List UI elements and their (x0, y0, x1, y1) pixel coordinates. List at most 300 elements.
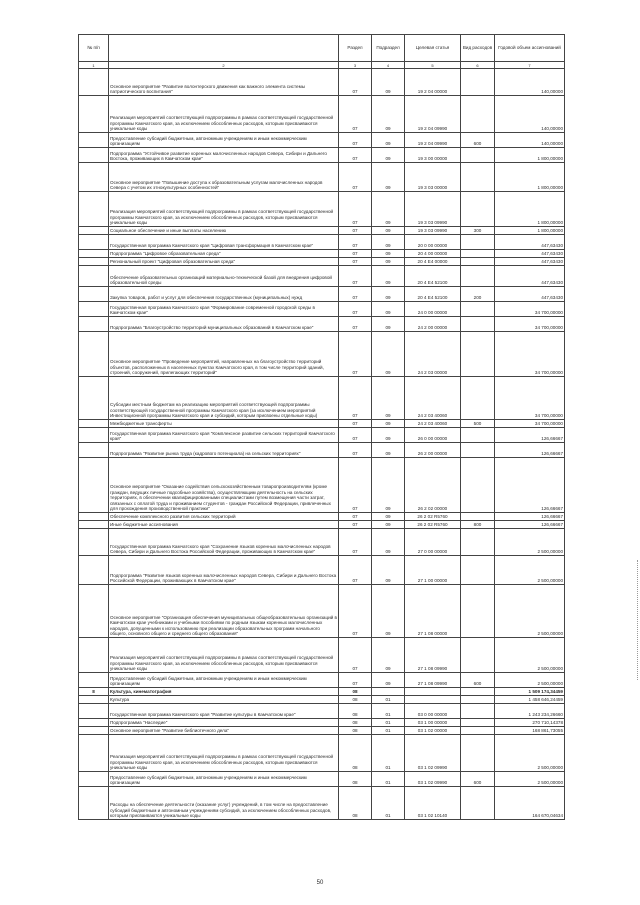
column-index: 1 (79, 62, 109, 69)
cell-razdel: 07 (339, 332, 372, 377)
table-row (79, 529, 565, 556)
cell-podrazdel: 09 (372, 332, 405, 377)
page-number: 50 (316, 880, 324, 886)
cell-name: Государственная программа Камчатского края "Цифровая трансформация в Камчатском крае" (109, 235, 339, 250)
table-body (79, 69, 565, 820)
cell-name: Основное мероприятие "Развитие библиотечного дела" (109, 727, 339, 735)
cell-target-article: 24 2 03 00000 (405, 332, 461, 377)
cell-target-article: 03 1 02 00000 (405, 727, 461, 735)
cell-num (79, 258, 109, 266)
cell-expense-type (461, 266, 495, 287)
cell-name: Подпрограмма "Наследие" (109, 719, 339, 727)
cell-target-article: 03 0 00 00000 (405, 704, 461, 719)
cell-amount: 34 700,00000 (495, 302, 565, 317)
cell-expense-type (461, 704, 495, 719)
cell-amount: 1 800,00000 (495, 227, 565, 235)
cell-razdel: 08 (339, 735, 372, 772)
budget-table (78, 34, 565, 820)
cell-expense-type (461, 443, 495, 458)
cell-expense-type (461, 377, 495, 420)
cell-num (79, 287, 109, 302)
cell-name: Государственная программа Камчатского края "Сохранение языков коренных малочисленных народов Севера, Сибири и Дальнего Востока Российской Федерации, проживающих в Камчатском крае" (109, 529, 339, 556)
cell-podrazdel: 01 (372, 787, 405, 820)
cell-podrazdel: 09 (372, 556, 405, 585)
cell-name: Социальное обеспечение и иные выплаты населению (109, 227, 339, 235)
cell-num (79, 719, 109, 727)
cell-podrazdel: 09 (372, 585, 405, 638)
cell-num (79, 638, 109, 673)
cell-num (79, 513, 109, 521)
header-amount: Годовой объем ассигнований (495, 35, 565, 62)
cell-num (79, 787, 109, 820)
cell-expense-type (461, 727, 495, 735)
cell-razdel: 08 (339, 688, 372, 696)
cell-amount: 1 800,00000 (495, 148, 565, 163)
table-row (79, 332, 565, 377)
cell-razdel: 07 (339, 513, 372, 521)
table-row (79, 163, 565, 192)
cell-name: Государственная программа Камчатского края "Развитие культуры в Камчатском крае" (109, 704, 339, 719)
cell-expense-type: 200 (461, 287, 495, 302)
cell-amount: 126,66667 (495, 428, 565, 443)
table-row (79, 148, 565, 163)
cell-razdel: 07 (339, 287, 372, 302)
table-row (79, 420, 565, 428)
cell-amount: 447,63430 (495, 258, 565, 266)
cell-name: Государственная программа Камчатского края "Комплексное развитие сельских территорий Камчатского края" (109, 428, 339, 443)
cell-podrazdel: 01 (372, 704, 405, 719)
table-row (79, 258, 565, 266)
cell-amount: 34 700,00000 (495, 420, 565, 428)
table-row (79, 673, 565, 688)
cell-razdel: 07 (339, 96, 372, 133)
cell-razdel: 07 (339, 377, 372, 420)
table-row (79, 585, 565, 638)
cell-amount: 2 500,00000 (495, 529, 565, 556)
cell-razdel: 07 (339, 428, 372, 443)
cell-name: Обеспечение комплексного развития сельских территорий (109, 513, 339, 521)
cell-podrazdel: 09 (372, 192, 405, 227)
table-row (79, 266, 565, 287)
table-row (79, 787, 565, 820)
cell-podrazdel: 09 (372, 521, 405, 529)
cell-name: Иные бюджетные ассигнования (109, 521, 339, 529)
cell-razdel: 07 (339, 235, 372, 250)
cell-name: Закупка товаров, работ и услуг для обеспечения государственных (муниципальных) нужд (109, 287, 339, 302)
cell-expense-type (461, 96, 495, 133)
cell-target-article: 19 3 00 00000 (405, 148, 461, 163)
table-row (79, 735, 565, 772)
cell-expense-type (461, 735, 495, 772)
cell-target-article: 19 3 03 09990 (405, 192, 461, 227)
cell-podrazdel: 09 (372, 148, 405, 163)
cell-target-article: 03 1 02 09990 (405, 772, 461, 787)
cell-expense-type: 600 (461, 133, 495, 148)
column-index: 6 (461, 62, 495, 69)
cell-target-article: 19 2 04 09990 (405, 96, 461, 133)
cell-target-article: 19 2 04 09990 (405, 133, 461, 148)
cell-amount: 1 243 234,26660 (495, 704, 565, 719)
cell-num (79, 302, 109, 317)
cell-razdel: 07 (339, 521, 372, 529)
cell-name: Реализация мероприятий соответствующей подпрограммы в рамках соответствующей государственной программы Камчатского края, за исключением обособленных расходов, которым присваиваются уникальные коды (109, 735, 339, 772)
cell-podrazdel: 09 (372, 258, 405, 266)
cell-name: Реализация мероприятий соответствующей подпрограммы в рамках соответствующей государственной программы Камчатского края, за исключением обособленных расходов, которым присваиваются уникальные коды (109, 96, 339, 133)
cell-num (79, 696, 109, 704)
cell-amount: 126,66667 (495, 458, 565, 513)
cell-num (79, 458, 109, 513)
cell-amount: 34 700,00000 (495, 377, 565, 420)
table-row (79, 696, 565, 704)
cell-expense-type (461, 332, 495, 377)
cell-razdel: 07 (339, 258, 372, 266)
cell-target-article: 27 1 08 00000 (405, 585, 461, 638)
cell-num (79, 133, 109, 148)
cell-podrazdel: 09 (372, 638, 405, 673)
cell-podrazdel: 09 (372, 96, 405, 133)
table-row (79, 719, 565, 727)
cell-podrazdel: 09 (372, 235, 405, 250)
cell-target-article: 20 4 00 00000 (405, 250, 461, 258)
cell-amount: 2 500,00000 (495, 772, 565, 787)
column-index: 2 (109, 62, 339, 69)
cell-amount: 447,63430 (495, 235, 565, 250)
table-row (79, 377, 565, 420)
cell-num (79, 148, 109, 163)
cell-name: Реализация мероприятий соответствующей подпрограммы в рамках соответствующей государственной программы Камчатского края, за исключением обособленных расходов, которым присваиваются уникальные коды (109, 638, 339, 673)
cell-podrazdel: 09 (372, 287, 405, 302)
cell-num (79, 428, 109, 443)
cell-expense-type (461, 787, 495, 820)
cell-expense-type (461, 148, 495, 163)
cell-expense-type (461, 235, 495, 250)
cell-razdel: 07 (339, 250, 372, 258)
cell-target-article: 27 1 08 09990 (405, 638, 461, 673)
cell-razdel: 07 (339, 227, 372, 235)
cell-expense-type (461, 250, 495, 258)
cell-target-article: 19 3 03 09990 (405, 227, 461, 235)
cell-target-article: 27 1 00 00000 (405, 556, 461, 585)
cell-num (79, 377, 109, 420)
cell-name: Реализация мероприятий соответствующей подпрограммы в рамках соответствующей государственной программы Камчатского края, за исключением обособленных расходов, которым присваиваются уникальные коды (109, 192, 339, 227)
cell-num (79, 69, 109, 96)
cell-razdel: 07 (339, 133, 372, 148)
cell-num (79, 727, 109, 735)
cell-num (79, 96, 109, 133)
header-name (109, 35, 339, 62)
table-row (79, 772, 565, 787)
cell-razdel: 08 (339, 727, 372, 735)
cell-expense-type (461, 638, 495, 673)
cell-razdel: 07 (339, 443, 372, 458)
cell-podrazdel: 09 (372, 250, 405, 258)
cell-expense-type (461, 513, 495, 521)
cell-name: Обеспечение образовательных организаций материально-технической базой для внедрения цифровой образовательной среды (109, 266, 339, 287)
cell-num (79, 192, 109, 227)
cell-amount: 1 509 174,34459 (495, 688, 565, 696)
cell-podrazdel: 09 (372, 302, 405, 317)
header-target-article: Целевая статья (405, 35, 461, 62)
cell-podrazdel: 09 (372, 69, 405, 96)
cell-expense-type: 600 (461, 673, 495, 688)
cell-podrazdel: 09 (372, 673, 405, 688)
cell-num (79, 556, 109, 585)
cell-expense-type: 500 (461, 420, 495, 428)
cell-expense-type (461, 428, 495, 443)
cell-target-article: 27 0 00 00000 (405, 529, 461, 556)
cell-name: Подпрограмма "Устойчивое развитие коренных малочисленных народов Севера, Сибири и Дальнего Востока, проживающих в Камчатском крае" (109, 148, 339, 163)
cell-target-article: 03 1 02 10140 (405, 787, 461, 820)
cell-podrazdel: 09 (372, 529, 405, 556)
cell-podrazdel: 09 (372, 443, 405, 458)
table-row (79, 250, 565, 258)
table-row (79, 688, 565, 696)
table-row (79, 192, 565, 227)
cell-expense-type (461, 696, 495, 704)
cell-target-article: 27 1 08 09990 (405, 673, 461, 688)
cell-amount: 164 670,04634 (495, 787, 565, 820)
table-row (79, 69, 565, 96)
cell-name: Предоставление субсидий бюджетным, автономным учреждениям и иным некоммерческим организациям (109, 673, 339, 688)
cell-name: Расходы на обеспечение деятельности (оказание услуг) учреждений, в том числе на предоставление субсидий бюджетным и автономным учреждениям субсидий, за исключением обособленных расходов, которым присваиваются уникальные коды (109, 787, 339, 820)
cell-podrazdel: 09 (372, 133, 405, 148)
cell-podrazdel: 09 (372, 377, 405, 420)
cell-name: Предоставление субсидий бюджетным, автономным учреждениям и иным некоммерческим организациям (109, 133, 339, 148)
cell-target-article: 03 1 02 09990 (405, 735, 461, 772)
cell-target-article: 20 4 E4 52100 (405, 266, 461, 287)
cell-razdel: 07 (339, 673, 372, 688)
cell-name: Основное мероприятие "Проведение мероприятий, направленных на благоустройство территорий объектов, расположенных в населенных пунктах Камчатского края, в том числе территорий зданий, строений, сооружений, прилегающих территорий" (109, 332, 339, 377)
cell-podrazdel: 01 (372, 727, 405, 735)
cell-podrazdel: 09 (372, 317, 405, 332)
cell-name: Культура, кинематография (109, 688, 339, 696)
cell-podrazdel: 01 (372, 719, 405, 727)
cell-name: Субсидии местным бюджетам на реализацию мероприятий соответствующей подпрограммы соответствующей государственной программы Камчатского края (за исключением мероприятий Инвестиционной программы Камчатского края и субсидий, которым присвоены отдельные коды) (109, 377, 339, 420)
cell-amount: 2 500,00000 (495, 638, 565, 673)
cell-num (79, 163, 109, 192)
cell-amount: 2 500,00000 (495, 673, 565, 688)
cell-target-article: 20 0 00 00000 (405, 235, 461, 250)
cell-podrazdel: 09 (372, 266, 405, 287)
cell-razdel: 08 (339, 704, 372, 719)
cell-expense-type (461, 529, 495, 556)
column-index-row (79, 62, 565, 69)
table-row (79, 513, 565, 521)
header-podrazdel: Подраздел (372, 35, 405, 62)
table-row (79, 704, 565, 719)
column-index: 3 (339, 62, 372, 69)
cell-name: Культура (109, 696, 339, 704)
cell-name: Государственная программа Камчатского края "Формирование современной городской среды в Камчатском крае" (109, 302, 339, 317)
cell-amount: 168 861,73055 (495, 727, 565, 735)
cell-amount: 447,63430 (495, 287, 565, 302)
cell-target-article: 26 2 00 00000 (405, 443, 461, 458)
cell-razdel: 08 (339, 772, 372, 787)
cell-num (79, 227, 109, 235)
table-row (79, 302, 565, 317)
cell-name: Основное мероприятие "Организация обеспечения муниципальных общеобразовательных организаций в Камчатском крае учебниками и учебными пособиями по родным языкам коренных малочисленных народов, допущенными к использованию при реализации образовательных программ начального общего, основного общего и среднего общего образования" (109, 585, 339, 638)
cell-razdel: 08 (339, 696, 372, 704)
cell-target-article: 20 4 E4 00000 (405, 258, 461, 266)
cell-razdel: 08 (339, 719, 372, 727)
cell-target-article: 26 2 02 00000 (405, 458, 461, 513)
scan-edge-mark (636, 560, 638, 680)
cell-amount: 126,66667 (495, 521, 565, 529)
cell-expense-type (461, 585, 495, 638)
cell-razdel: 07 (339, 69, 372, 96)
cell-name: Подпрограмма "Благоустройство территорий муниципальных образований в Камчатском крае" (109, 317, 339, 332)
table-row (79, 317, 565, 332)
table-row (79, 443, 565, 458)
cell-expense-type (461, 556, 495, 585)
cell-podrazdel: 01 (372, 735, 405, 772)
cell-razdel: 07 (339, 458, 372, 513)
header-num: № п/п (79, 35, 109, 62)
cell-target-article: 26 0 00 00000 (405, 428, 461, 443)
cell-target-article: 20 4 E4 52100 (405, 287, 461, 302)
cell-razdel: 07 (339, 148, 372, 163)
cell-target-article: 24 2 03 40060 (405, 420, 461, 428)
cell-razdel: 07 (339, 420, 372, 428)
cell-num (79, 250, 109, 258)
cell-podrazdel: 09 (372, 428, 405, 443)
cell-expense-type: 300 (461, 227, 495, 235)
cell-target-article: 24 2 03 40060 (405, 377, 461, 420)
cell-target-article: 19 2 04 00000 (405, 69, 461, 96)
cell-target-article: 03 1 00 00000 (405, 719, 461, 727)
header-razdel: Раздел (339, 35, 372, 62)
cell-razdel: 07 (339, 266, 372, 287)
cell-expense-type: 600 (461, 772, 495, 787)
cell-razdel: 07 (339, 556, 372, 585)
cell-num (79, 704, 109, 719)
cell-amount: 140,00000 (495, 96, 565, 133)
cell-podrazdel: 09 (372, 227, 405, 235)
cell-expense-type (461, 302, 495, 317)
cell-expense-type: 800 (461, 521, 495, 529)
cell-podrazdel: 09 (372, 163, 405, 192)
cell-amount: 2 500,00000 (495, 556, 565, 585)
table-row (79, 638, 565, 673)
table-row (79, 727, 565, 735)
cell-target-article (405, 696, 461, 704)
cell-razdel: 07 (339, 638, 372, 673)
cell-amount: 1 458 646,24459 (495, 696, 565, 704)
table-row (79, 287, 565, 302)
cell-target-article: 19 3 03 00000 (405, 163, 461, 192)
header-expense-type: Вид расходов (461, 35, 495, 62)
cell-num (79, 673, 109, 688)
cell-name: Подпрограмма "Развитие языков коренных малочисленных народов Севера, Сибири и Дальнего Востока Российской Федерации, проживающих в Камчатском крае" (109, 556, 339, 585)
cell-expense-type (461, 258, 495, 266)
cell-amount: 34 700,00000 (495, 332, 565, 377)
cell-name: Основное мероприятие "Развитие волонтерского движения как важного элемента системы патриотического воспитания" (109, 69, 339, 96)
cell-razdel: 08 (339, 787, 372, 820)
cell-num (79, 585, 109, 638)
cell-amount: 140,00000 (495, 69, 565, 96)
column-index: 4 (372, 62, 405, 69)
cell-podrazdel (372, 688, 405, 696)
table-row (79, 428, 565, 443)
cell-amount: 126,66667 (495, 513, 565, 521)
cell-razdel: 07 (339, 529, 372, 556)
table-row (79, 458, 565, 513)
table-row (79, 227, 565, 235)
cell-podrazdel: 09 (372, 458, 405, 513)
table-row (79, 96, 565, 133)
cell-name: Подпрограмма "Развитие рынка труда (кадрового потенциала) на сельских территориях" (109, 443, 339, 458)
cell-expense-type (461, 458, 495, 513)
cell-num (79, 332, 109, 377)
cell-amount: 1 800,00000 (495, 192, 565, 227)
cell-expense-type (461, 317, 495, 332)
cell-num (79, 521, 109, 529)
cell-expense-type (461, 163, 495, 192)
cell-name: Межбюджетные трансферты (109, 420, 339, 428)
cell-podrazdel: 01 (372, 772, 405, 787)
cell-target-article: 24 0 00 00000 (405, 302, 461, 317)
table-row (79, 235, 565, 250)
cell-num (79, 266, 109, 287)
cell-num (79, 529, 109, 556)
cell-podrazdel: 09 (372, 420, 405, 428)
table-row (79, 133, 565, 148)
column-index: 7 (495, 62, 565, 69)
cell-num (79, 317, 109, 332)
cell-amount: 2 500,00000 (495, 735, 565, 772)
table-row (79, 521, 565, 529)
cell-num (79, 735, 109, 772)
cell-num (79, 420, 109, 428)
cell-amount: 270 710,14378 (495, 719, 565, 727)
cell-name: Региональный проект "Цифровая образовательная среда" (109, 258, 339, 266)
cell-razdel: 07 (339, 192, 372, 227)
cell-expense-type (461, 69, 495, 96)
cell-amount: 447,63430 (495, 266, 565, 287)
cell-name: Подпрограмма "Цифровое образовательная среда" (109, 250, 339, 258)
cell-podrazdel: 01 (372, 696, 405, 704)
cell-name: Основное мероприятие "Повышение доступа к образовательным услугам малочисленных народов Севера с учетом их этнокультурных особенностей" (109, 163, 339, 192)
cell-name: Предоставление субсидий бюджетным, автономным учреждениям и иным некоммерческим организациям (109, 772, 339, 787)
cell-amount: 140,00000 (495, 133, 565, 148)
cell-expense-type (461, 688, 495, 696)
cell-razdel: 07 (339, 302, 372, 317)
cell-razdel: 07 (339, 163, 372, 192)
cell-num: 8 (79, 688, 109, 696)
cell-target-article (405, 688, 461, 696)
cell-amount: 447,63430 (495, 250, 565, 258)
cell-num (79, 235, 109, 250)
cell-amount: 1 800,00000 (495, 163, 565, 192)
cell-amount: 34 700,00000 (495, 317, 565, 332)
table-row (79, 556, 565, 585)
cell-amount: 126,66667 (495, 443, 565, 458)
cell-num (79, 772, 109, 787)
cell-target-article: 24 2 00 00000 (405, 317, 461, 332)
cell-podrazdel: 09 (372, 513, 405, 521)
cell-amount: 2 500,00000 (495, 585, 565, 638)
cell-expense-type (461, 719, 495, 727)
cell-razdel: 07 (339, 585, 372, 638)
cell-razdel: 07 (339, 317, 372, 332)
header-row (79, 35, 565, 62)
cell-num (79, 443, 109, 458)
cell-name: Основное мероприятие "Оказание содействия сельскохозяйственным товаропроизводителям (кроме граждан, ведущих личные подсобные хозяйства), осуществляющим деятельность на сельских территориях, в обеспечении квалифицированными специалистами путем возмещения части затрат, связанных с оплатой труда и проживанием студентов - граждан Российской Федерации, привлеченных для прохождения производственной практики" (109, 458, 339, 513)
cell-target-article: 26 2 02 R5760 (405, 521, 461, 529)
cell-expense-type (461, 192, 495, 227)
column-index: 5 (405, 62, 461, 69)
cell-target-article: 26 2 02 R5760 (405, 513, 461, 521)
